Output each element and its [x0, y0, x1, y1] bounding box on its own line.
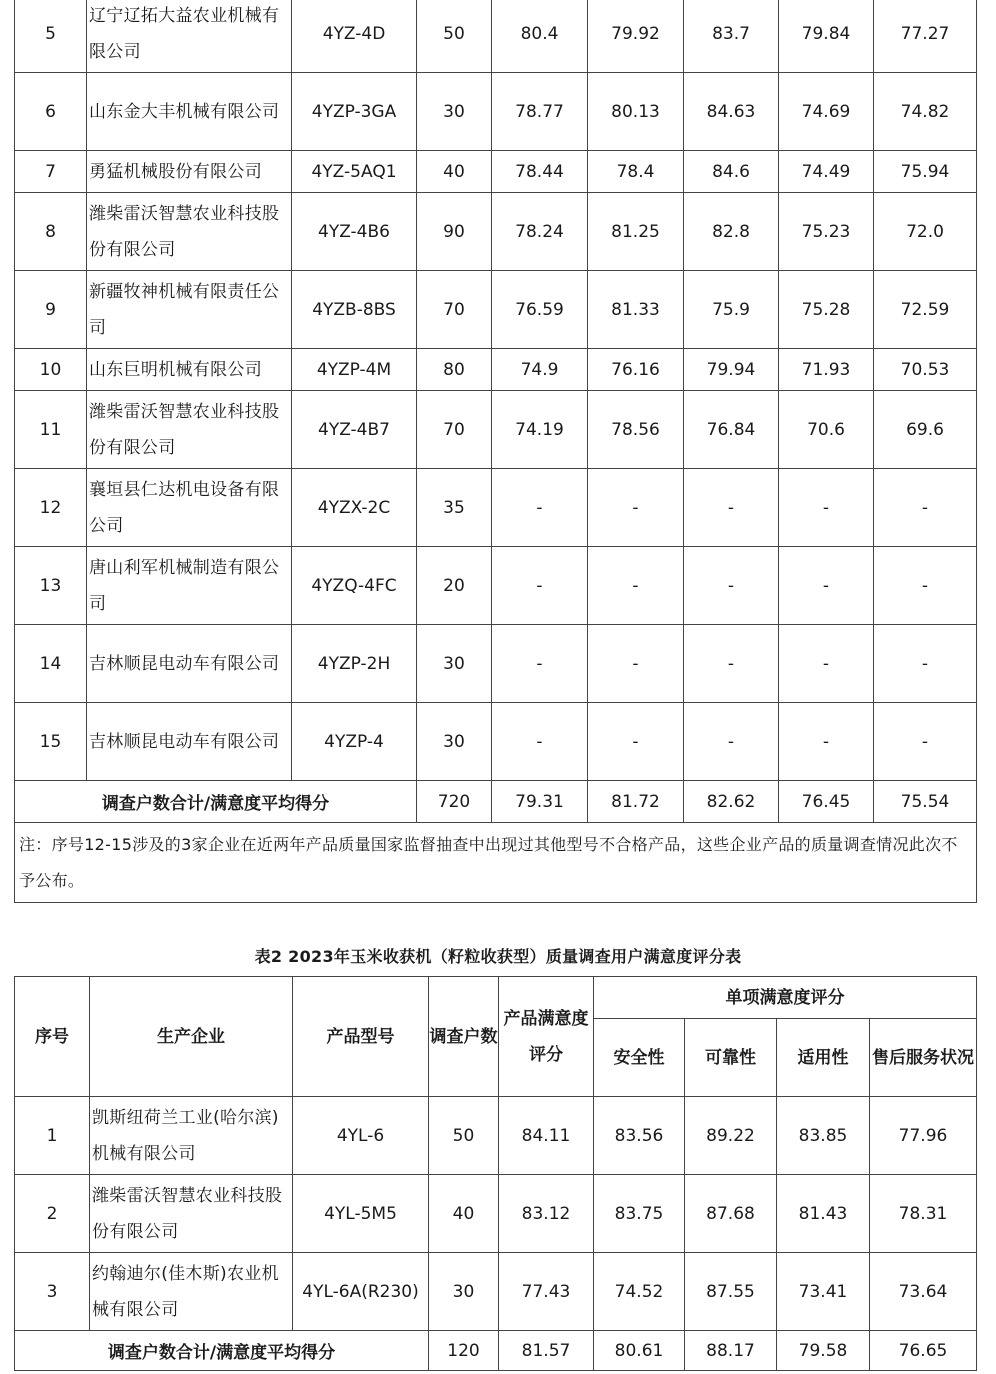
safety-score-cell: 80.13 [588, 73, 684, 151]
overall-score-cell: - [492, 547, 588, 625]
applicability-score-cell: 83.85 [777, 1097, 870, 1175]
row-number: 2 [15, 1175, 90, 1253]
avg-service-cell: 75.54 [874, 781, 977, 823]
total-count-cell: 720 [417, 781, 492, 823]
row-number: 15 [15, 703, 87, 781]
total-count-cell: 120 [429, 1331, 499, 1371]
safety-score-cell: 79.92 [588, 0, 684, 73]
row-number: 6 [15, 73, 87, 151]
count-cell: 90 [417, 193, 492, 271]
safety-score-cell: 83.56 [594, 1097, 685, 1175]
avg-safety-cell: 80.61 [594, 1331, 685, 1371]
overall-score-cell: 78.24 [492, 193, 588, 271]
table-row [15, 703, 977, 781]
model-cell: 4YZ-5AQ1 [292, 151, 417, 193]
overall-score-cell: 80.4 [492, 0, 588, 73]
header-no: 序号 [15, 977, 90, 1097]
reliability-score-cell: 87.55 [685, 1253, 777, 1331]
reliability-score-cell: 84.6 [684, 151, 779, 193]
applicability-score-cell: - [779, 469, 874, 547]
table-row [15, 193, 977, 271]
company-cell: 襄垣县仁达机电设备有限公司 [87, 469, 292, 547]
service-score-cell: 69.6 [874, 391, 977, 469]
model-cell: 4YL-6 [293, 1097, 429, 1175]
company-cell: 山东金大丰机械有限公司 [87, 73, 292, 151]
avg-reliability-cell: 88.17 [685, 1331, 777, 1371]
total-row [15, 1331, 977, 1371]
company-cell: 潍柴雷沃智慧农业科技股份有限公司 [87, 391, 292, 469]
service-score-cell: - [874, 547, 977, 625]
count-cell: 70 [417, 271, 492, 349]
reliability-score-cell: 76.84 [684, 391, 779, 469]
company-cell: 潍柴雷沃智慧农业科技股份有限公司 [87, 193, 292, 271]
table-row [15, 1097, 977, 1175]
applicability-score-cell: 74.69 [779, 73, 874, 151]
table-row [15, 151, 977, 193]
safety-score-cell: 81.25 [588, 193, 684, 271]
company-cell: 凯斯纽荷兰工业(哈尔滨)机械有限公司 [90, 1097, 293, 1175]
service-score-cell: 75.94 [874, 151, 977, 193]
header-row [15, 977, 977, 1019]
avg-overall-cell: 79.31 [492, 781, 588, 823]
header-reliability: 可靠性 [685, 1019, 777, 1097]
overall-score-cell: 76.59 [492, 271, 588, 349]
overall-score-cell: - [492, 469, 588, 547]
avg-applicability-cell: 79.58 [777, 1331, 870, 1371]
company-cell: 新疆牧神机械有限责任公司 [87, 271, 292, 349]
applicability-score-cell: 71.93 [779, 349, 874, 391]
count-cell: 40 [417, 151, 492, 193]
count-cell: 80 [417, 349, 492, 391]
reliability-score-cell: 79.94 [684, 349, 779, 391]
count-cell: 50 [417, 0, 492, 73]
header-company: 生产企业 [90, 977, 293, 1097]
company-cell: 吉林顺昆电动车有限公司 [87, 703, 292, 781]
safety-score-cell: - [588, 703, 684, 781]
count-cell: 30 [417, 625, 492, 703]
table-row [15, 469, 977, 547]
service-score-cell: 73.64 [870, 1253, 977, 1331]
table-row [15, 349, 977, 391]
safety-score-cell: - [588, 625, 684, 703]
table-2-caption: 表2 2023年玉米收获机（籽粒收获型）质量调查用户满意度评分表 [254, 947, 742, 966]
count-cell: 20 [417, 547, 492, 625]
row-number: 9 [15, 271, 87, 349]
applicability-score-cell: 70.6 [779, 391, 874, 469]
model-cell: 4YZ-4B6 [292, 193, 417, 271]
table-row [15, 1175, 977, 1253]
row-number: 7 [15, 151, 87, 193]
reliability-score-cell: 89.22 [685, 1097, 777, 1175]
header-safety: 安全性 [594, 1019, 685, 1097]
total-label: 调查户数合计/满意度平均得分 [15, 1331, 429, 1371]
service-score-cell: 78.31 [870, 1175, 977, 1253]
reliability-score-cell: 83.7 [684, 0, 779, 73]
safety-score-cell: 83.75 [594, 1175, 685, 1253]
overall-score-cell: 84.11 [499, 1097, 594, 1175]
model-cell: 4YZP-4M [292, 349, 417, 391]
safety-score-cell: 74.52 [594, 1253, 685, 1331]
company-cell: 约翰迪尔(佳木斯)农业机械有限公司 [90, 1253, 293, 1331]
reliability-score-cell: - [684, 547, 779, 625]
header-model: 产品型号 [293, 977, 429, 1097]
service-score-cell: 74.82 [874, 73, 977, 151]
count-cell: 40 [429, 1175, 499, 1253]
model-cell: 4YZP-2H [292, 625, 417, 703]
reliability-score-cell: - [684, 469, 779, 547]
table-note: 注：序号12-15涉及的3家企业在近两年产品质量国家监督抽查中出现过其他型号不合格产品，这些企业产品的质量调查情况此次不予公布。 [15, 823, 977, 903]
count-cell: 70 [417, 391, 492, 469]
company-cell: 山东巨明机械有限公司 [87, 349, 292, 391]
safety-score-cell: 81.33 [588, 271, 684, 349]
count-cell: 30 [417, 703, 492, 781]
applicability-score-cell: - [779, 703, 874, 781]
header-count: 调查户数 [429, 977, 499, 1097]
overall-score-cell: 74.19 [492, 391, 588, 469]
reliability-score-cell: 84.63 [684, 73, 779, 151]
safety-score-cell: 76.16 [588, 349, 684, 391]
overall-score-cell: - [492, 703, 588, 781]
safety-score-cell: 78.56 [588, 391, 684, 469]
applicability-score-cell: 75.28 [779, 271, 874, 349]
reliability-score-cell: - [684, 625, 779, 703]
avg-reliability-cell: 82.62 [684, 781, 779, 823]
model-cell: 4YZ-4B7 [292, 391, 417, 469]
table-row [15, 73, 977, 151]
count-cell: 50 [429, 1097, 499, 1175]
model-cell: 4YZQ-4FC [292, 547, 417, 625]
count-cell: 30 [429, 1253, 499, 1331]
overall-score-cell: 77.43 [499, 1253, 594, 1331]
count-cell: 30 [417, 73, 492, 151]
safety-score-cell: - [588, 469, 684, 547]
header-applicability: 适用性 [777, 1019, 870, 1097]
company-cell: 辽宁辽拓大益农业机械有限公司 [87, 0, 292, 73]
row-number: 5 [15, 0, 87, 73]
company-cell: 勇猛机械股份有限公司 [87, 151, 292, 193]
header-service: 售后服务状况 [870, 1019, 977, 1097]
service-score-cell: 72.59 [874, 271, 977, 349]
company-cell: 吉林顺昆电动车有限公司 [87, 625, 292, 703]
reliability-score-cell: - [684, 703, 779, 781]
applicability-score-cell: 74.49 [779, 151, 874, 193]
total-row [15, 781, 977, 823]
header-overall: 产品满意度评分 [499, 977, 594, 1097]
overall-score-cell: 74.9 [492, 349, 588, 391]
avg-overall-cell: 81.57 [499, 1331, 594, 1371]
avg-service-cell: 76.65 [870, 1331, 977, 1371]
table-row [15, 0, 977, 73]
row-number: 11 [15, 391, 87, 469]
reliability-score-cell: 82.8 [684, 193, 779, 271]
reliability-score-cell: 75.9 [684, 271, 779, 349]
service-score-cell: - [874, 625, 977, 703]
count-cell: 35 [417, 469, 492, 547]
service-score-cell: - [874, 469, 977, 547]
satisfaction-table-1 [14, 0, 977, 903]
safety-score-cell: 78.4 [588, 151, 684, 193]
overall-score-cell: 78.44 [492, 151, 588, 193]
row-number: 13 [15, 547, 87, 625]
row-number: 1 [15, 1097, 90, 1175]
total-label: 调查户数合计/满意度平均得分 [15, 781, 417, 823]
model-cell: 4YZ-4D [292, 0, 417, 73]
company-cell: 潍柴雷沃智慧农业科技股份有限公司 [90, 1175, 293, 1253]
table-row [15, 1253, 977, 1331]
row-number: 12 [15, 469, 87, 547]
model-cell: 4YL-6A(R230) [293, 1253, 429, 1331]
service-score-cell: 77.96 [870, 1097, 977, 1175]
header-item-group: 单项满意度评分 [594, 977, 977, 1019]
row-number: 8 [15, 193, 87, 271]
applicability-score-cell: 79.84 [779, 0, 874, 73]
overall-score-cell: 83.12 [499, 1175, 594, 1253]
overall-score-cell: 78.77 [492, 73, 588, 151]
applicability-score-cell: - [779, 625, 874, 703]
row-number: 10 [15, 349, 87, 391]
model-cell: 4YZB-8BS [292, 271, 417, 349]
table-row [15, 547, 977, 625]
satisfaction-table-2 [14, 976, 977, 1371]
table-row [15, 625, 977, 703]
avg-safety-cell: 81.72 [588, 781, 684, 823]
service-score-cell: 72.0 [874, 193, 977, 271]
table-row [15, 391, 977, 469]
row-number: 3 [15, 1253, 90, 1331]
avg-applicability-cell: 76.45 [779, 781, 874, 823]
safety-score-cell: - [588, 547, 684, 625]
model-cell: 4YZP-3GA [292, 73, 417, 151]
applicability-score-cell: 73.41 [777, 1253, 870, 1331]
service-score-cell: - [874, 703, 977, 781]
note-row [15, 823, 977, 903]
reliability-score-cell: 87.68 [685, 1175, 777, 1253]
table-row [15, 271, 977, 349]
applicability-score-cell: 75.23 [779, 193, 874, 271]
service-score-cell: 77.27 [874, 0, 977, 73]
model-cell: 4YZX-2C [292, 469, 417, 547]
applicability-score-cell: - [779, 547, 874, 625]
company-cell: 唐山利军机械制造有限公司 [87, 547, 292, 625]
model-cell: 4YL-5M5 [293, 1175, 429, 1253]
service-score-cell: 70.53 [874, 349, 977, 391]
applicability-score-cell: 81.43 [777, 1175, 870, 1253]
model-cell: 4YZP-4 [292, 703, 417, 781]
overall-score-cell: - [492, 625, 588, 703]
row-number: 14 [15, 625, 87, 703]
